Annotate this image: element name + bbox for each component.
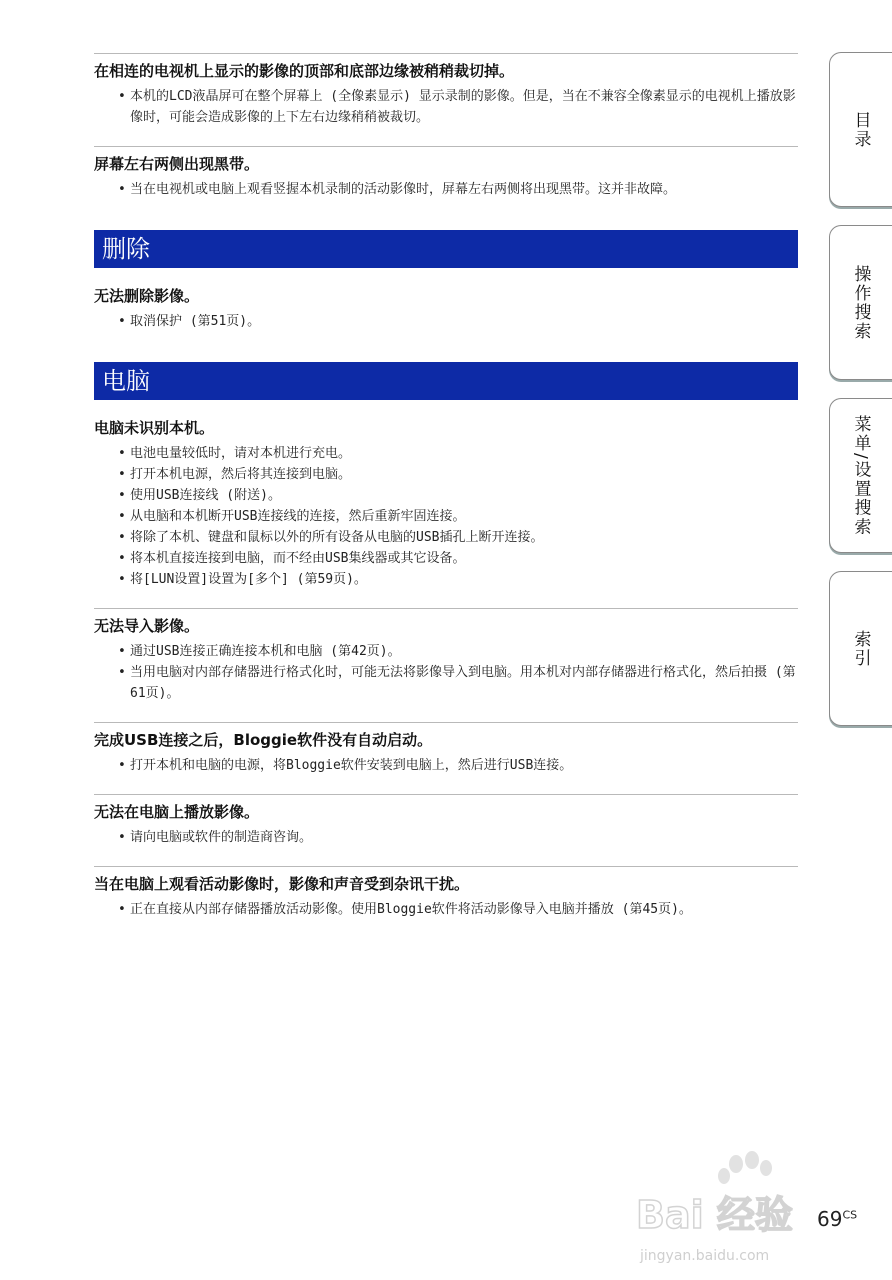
tab-label: 操作搜索 [850, 264, 871, 341]
tab-contents[interactable] [829, 52, 892, 207]
item-title: 无法删除影像。 [94, 287, 200, 305]
trouble-item [94, 286, 798, 332]
section-heading: 电脑 [94, 362, 798, 400]
section-tv [94, 53, 798, 200]
item-title: 无法在电脑上播放影像。 [94, 803, 260, 821]
item-title: 当在电脑上观看活动影像时，影像和声音受到杂讯干扰。 [94, 875, 470, 893]
watermark-url: jingyan.baidu.com [640, 1248, 770, 1264]
trouble-item [94, 608, 798, 704]
trouble-item [94, 866, 798, 920]
page-number [817, 1207, 857, 1231]
item-title: 屏幕左右两侧出现黑带。 [94, 155, 260, 173]
bullet-text: • 取消保护 (第51页)。 [118, 311, 798, 332]
tab-index[interactable] [829, 571, 892, 726]
bullet-text: • 从电脑和本机断开USB连接线的连接，然后重新牢固连接。 [118, 506, 798, 527]
trouble-item [94, 53, 798, 128]
page-content [94, 53, 798, 920]
trouble-item [94, 722, 798, 776]
bullet-text: • 当用电脑对内部存储器进行格式化时，可能无法将影像导入到电脑。用本机对内部存储器进行格式化，然后拍摄 (第61页)。 [118, 662, 798, 704]
bullet-text: • 将[LUN设置]设置为[多个] (第59页)。 [118, 569, 798, 590]
section-heading: 删除 [94, 230, 798, 268]
bullet-text: • 本机的LCD液晶屏可在整个屏幕上 (全像素显示) 显示录制的影像。但是，当在不兼容全像素显示的电视机上播放影像时，可能会造成影像的上下左右边缘稍稍被裁切。 [118, 86, 798, 128]
bullet-text: • 使用USB连接线 (附送)。 [118, 485, 798, 506]
bullet-text: • 电池电量较低时，请对本机进行充电。 [118, 443, 798, 464]
tab-operation-search[interactable] [829, 225, 892, 380]
side-tabs [829, 52, 892, 744]
bullet-text: • 通过USB连接正确连接本机和电脑 (第42页)。 [118, 641, 798, 662]
item-title: 在相连的电视机上显示的影像的顶部和底部边缘被稍稍裁切掉。 [94, 62, 515, 80]
baidu-watermark-logo [636, 1150, 836, 1265]
bullet-text: • 请向电脑或软件的制造商咨询。 [118, 827, 798, 848]
page-number-suffix: CS [842, 1208, 858, 1222]
tab-label: 菜单/设置搜索 [850, 414, 871, 537]
bullet-text: • 当在电视机或电脑上观看竖握本机录制的活动影像时，屏幕左右两侧将出现黑带。这并非故障。 [118, 179, 798, 200]
watermark-text: Bai 经验 [636, 1193, 793, 1237]
tab-label: 目录 [850, 110, 871, 149]
section-delete [94, 230, 798, 332]
trouble-item [94, 794, 798, 848]
bullet-text: • 打开本机电源，然后将其连接到电脑。 [118, 464, 798, 485]
page-number-value: 69 [817, 1207, 843, 1231]
item-title: 无法导入影像。 [94, 617, 200, 635]
bullet-text: • 打开本机和电脑的电源，将Bloggie软件安装到电脑上，然后进行USB连接。 [118, 755, 798, 776]
bullet-text: • 将本机直接连接到电脑，而不经由USB集线器或其它设备。 [118, 548, 798, 569]
bullet-text: • 将除了本机、键盘和鼠标以外的所有设备从电脑的USB插孔上断开连接。 [118, 527, 798, 548]
item-title: 完成USB连接之后，Bloggie软件没有自动启动。 [94, 731, 433, 749]
bullet-text: • 正在直接从内部存储器播放活动影像。使用Bloggie软件将活动影像导入电脑并播放 (第45页)。 [118, 899, 798, 920]
trouble-item [94, 418, 798, 590]
tab-label: 索引 [850, 629, 871, 668]
item-title: 电脑未识别本机。 [94, 419, 215, 437]
tab-menu-settings-search[interactable] [829, 398, 892, 553]
trouble-item [94, 146, 798, 200]
section-computer [94, 362, 798, 920]
